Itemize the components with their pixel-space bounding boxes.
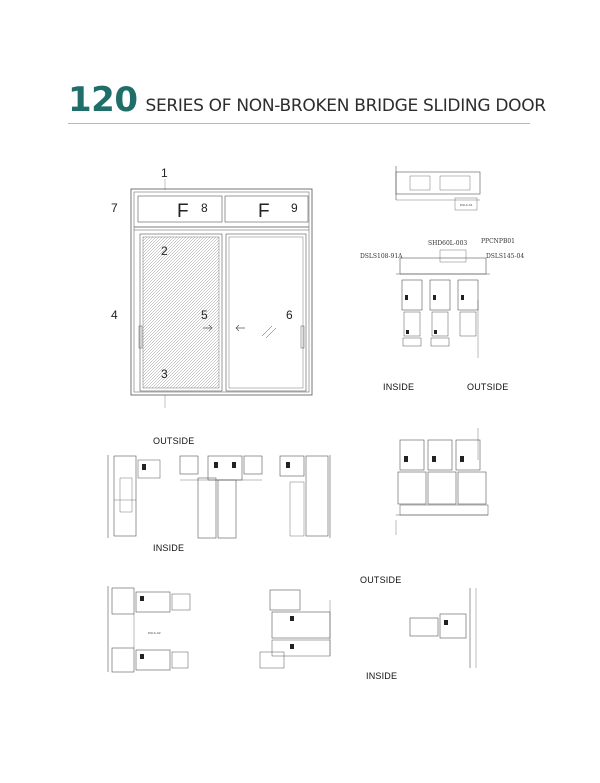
callout-9: 9 [291,201,298,215]
callout-7: 7 [111,201,118,215]
door-elevation [131,179,312,408]
callout-6: 6 [286,308,293,322]
callout-8: 8 [201,201,208,215]
series-number: 120 [68,80,138,120]
label-bottom-right-outside: OUTSIDE [360,575,402,585]
part-code-d: DSLS145-04 [486,253,525,260]
head-section-detail [396,166,480,210]
page-title: SERIES OF NON-BROKEN BRIDGE SLIDING DOOR [145,96,546,116]
transom-label-left: F [177,201,189,222]
callout-4: 4 [111,308,118,322]
jamb-sections-row [108,455,330,538]
part-code-c: DSLS108-91A [360,253,403,260]
svg-text:DSLS-01: DSLS-01 [460,203,473,207]
transom-label-right: F [258,201,270,222]
label-top-right-inside: INSIDE [383,382,415,392]
part-code-b: PPCNPB01 [481,238,515,245]
callout-5: 5 [201,308,208,322]
bottom-plan-section-right [410,588,476,668]
sill-section-detail [396,250,490,358]
callout-1: 1 [161,166,168,180]
bottom-plan-section-middle [260,590,330,668]
callout-2: 2 [161,244,168,258]
label-middle-left-outside: OUTSIDE [153,436,195,446]
label-middle-left-inside: INSIDE [153,543,185,553]
callout-3: 3 [161,367,168,381]
label-bottom-right-inside: INSIDE [366,671,398,681]
label-top-right-outside: OUTSIDE [467,382,509,392]
interlock-section-detail [396,428,488,535]
svg-text:DSLS-02: DSLS-02 [148,631,161,635]
bottom-plan-section-left [108,586,190,672]
part-code-a: SHD60L-003 [428,240,468,247]
